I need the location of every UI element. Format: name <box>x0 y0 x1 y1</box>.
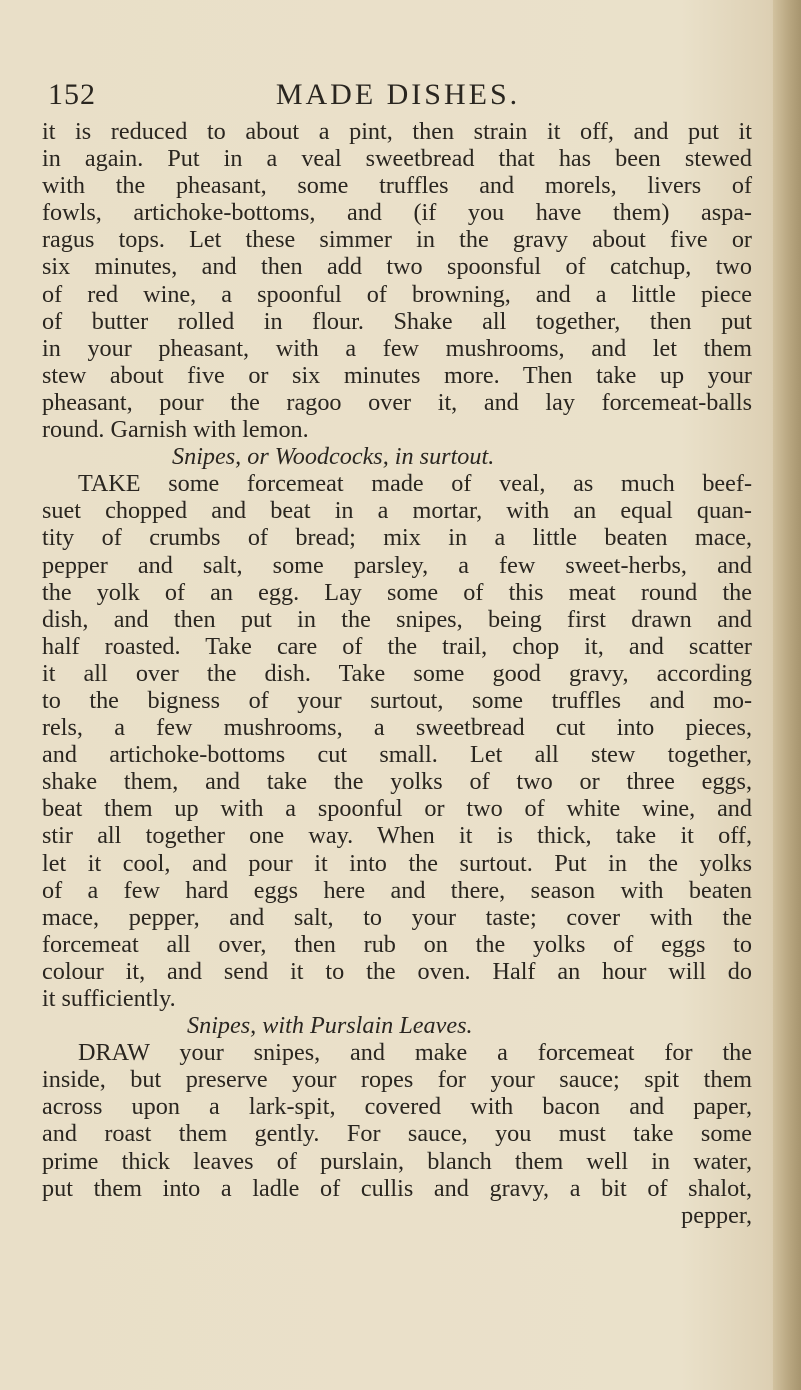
text-line: with the pheasant, some truffles and morels, livers of <box>42 172 752 200</box>
page-edge <box>773 0 801 1390</box>
text-line: stir all together one way. When it is thick, take it off, <box>42 822 752 850</box>
text-line: colour it, and send it to the oven. Half an hour will do <box>42 957 752 985</box>
text-line: shake them, and take the yolks of two or three eggs, <box>42 768 752 796</box>
text-line: let it cool, and pour it into the surtout. Put in the yolks <box>42 849 752 877</box>
text-line: put them into a ladle of cullis and gravy, a bit of shalot, <box>42 1174 752 1202</box>
text-line: and artichoke-bottoms cut small. Let all stew together, <box>42 741 752 769</box>
text-line: and roast them gently. For sauce, you must take some <box>42 1120 752 1148</box>
text-line: the yolk of an egg. Lay some of this meat round the <box>42 578 752 606</box>
text-line: in again. Put in a veal sweetbread that has been stewed <box>42 145 752 173</box>
running-title: MADE DISHES. <box>275 78 521 111</box>
text-line: round. Garnish with lemon. <box>42 416 309 444</box>
catchword: pepper, <box>681 1201 752 1229</box>
page-number: 152 <box>48 78 96 111</box>
text-line: across upon a lark-spit, covered with bacon and paper, <box>42 1093 752 1121</box>
text-line: half roasted. Take care of the trail, chop it, and scatter <box>42 632 752 660</box>
text-line: in your pheasant, with a few mushrooms, and let them <box>42 334 752 362</box>
section-heading: Snipes, with Purslain Leaves. <box>187 1012 473 1040</box>
text-line: fowls, artichoke-bottoms, and (if you have them) aspa- <box>42 199 752 227</box>
text-line: suet chopped and beat in a mortar, with an equal quan- <box>42 497 752 525</box>
text-line: pepper and salt, some parsley, a few sweet-herbs, and <box>42 551 752 579</box>
text-line: it sufficiently. <box>42 985 176 1012</box>
running-head <box>48 78 748 118</box>
text-line: dish, and then put in the snipes, being first drawn and <box>42 605 752 633</box>
text-line: of a few hard eggs here and there, season with beaten <box>42 876 752 904</box>
text-line: forcemeat all over, then rub on the yolks of eggs to <box>42 930 752 958</box>
text-line: TAKE some forcemeat made of veal, as much beef- <box>78 470 752 498</box>
text-line: rels, a few mushrooms, a sweetbread cut into pieces, <box>42 714 752 742</box>
text-line: six minutes, and then add two spoonsful of catchup, two <box>42 253 752 281</box>
text-line: tity of crumbs of bread; mix in a little beaten mace, <box>42 524 752 552</box>
text-line: of red wine, a spoonful of browning, and a little piece <box>42 280 752 308</box>
text-line: mace, pepper, and salt, to your taste; cover with the <box>42 903 752 931</box>
body-text <box>42 118 752 1229</box>
text-line: beat them up with a spoonful or two of white wine, and <box>42 795 752 823</box>
text-line: stew about five or six minutes more. Then take up your <box>42 361 752 389</box>
text-line: it is reduced to about a pint, then strain it off, and put it <box>42 118 752 145</box>
text-line: pheasant, pour the ragoo over it, and lay forcemeat-balls <box>42 388 752 416</box>
text-line: prime thick leaves of purslain, blanch them well in water, <box>42 1147 752 1175</box>
section-heading: Snipes, or Woodcocks, in surtout. <box>172 443 495 471</box>
text-line: inside, but preserve your ropes for your sauce; spit them <box>42 1066 752 1094</box>
text-line: it all over the dish. Take some good gravy, according <box>42 659 752 687</box>
text-line: DRAW your snipes, and make a forcemeat for the <box>78 1039 752 1067</box>
text-line: to the bigness of your surtout, some truffles and mo- <box>42 686 752 714</box>
text-line: of butter rolled in flour. Shake all together, then put <box>42 307 752 335</box>
text-line: ragus tops. Let these simmer in the gravy about five or <box>42 226 752 254</box>
